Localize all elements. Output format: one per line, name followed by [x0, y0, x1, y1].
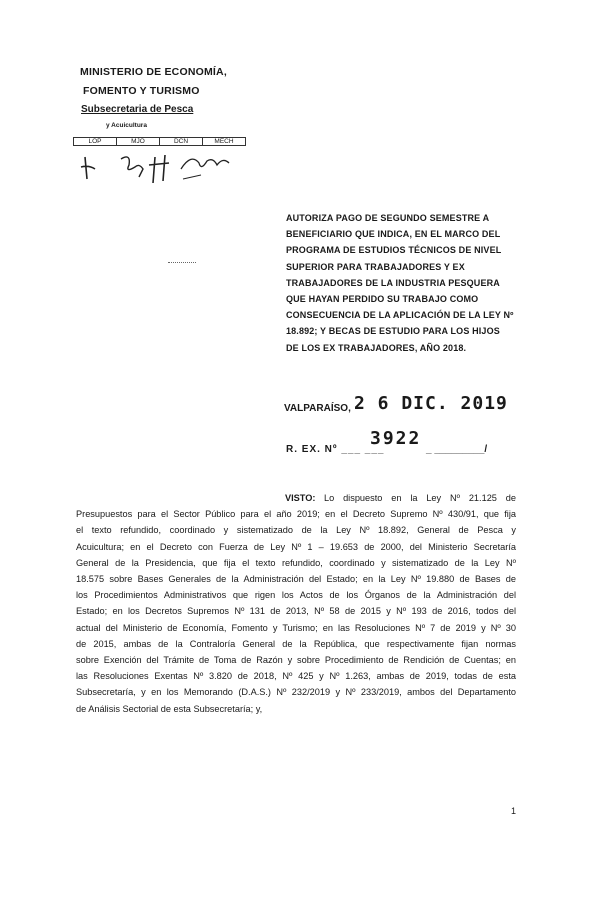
- ministry-name-line1: MINISTERIO DE ECONOMÍA,: [80, 66, 227, 78]
- body-line: General de la Presidencia, que fija el texto refundido, coordinado y sistematizado de la Ley Nº: [76, 557, 516, 568]
- resolution-number-underline: _ _________/: [426, 444, 488, 455]
- approval-column-mech: MECH: [203, 138, 246, 146]
- body-line: de 2015, ambas de la Contraloría General de la República, que respectivamente fijan normas: [76, 638, 516, 649]
- body-line: Acuicultura; en el Decreto con Fuerza de Ley Nº 1 – 19.653 de 2000, del Ministerio Secretaría: [76, 541, 516, 552]
- body-line: los Procedimientos Administrativos que rigen los Actos de los Órganos de la Administración del: [76, 590, 516, 601]
- body-line: sobre Exención del Trámite de Toma de Razón y sobre Procedimiento de Rendición de Cuentas; en: [76, 655, 516, 666]
- body-line: el texto refundido, coordinado y sistematizado de la Ley Nº 18.892, General de Pesca y: [76, 525, 516, 536]
- title-line: QUE HAYAN PERDIDO SU TRABAJO COMO: [286, 294, 479, 305]
- title-line: AUTORIZA PAGO DE SEGUNDO SEMESTRE A: [286, 213, 490, 223]
- subsecretaria-name: Subsecretaria de Pesca: [81, 104, 194, 115]
- subsecretaria-name-line2: y Acuicultura: [106, 122, 147, 129]
- resolution-number-label: R. EX. Nº ___ ___: [286, 444, 385, 455]
- page-number: 1: [511, 806, 517, 816]
- body-line: 18.575 sobre Bases Generales de la Administración del Estado; en la Ley Nº 19.880 de Bases de: [76, 574, 516, 585]
- body-line: Subsecretaría, y en los Memorando (D.A.S.) Nº 232/2019 y Nº 233/2019, ambos del Departamento: [76, 687, 516, 698]
- body-line: Presupuestos para el Sector Público para el año 2019; en el Decreto Supremo Nº 430/91, que fija: [76, 509, 516, 520]
- title-line: 18.892; Y BECAS DE ESTUDIO PARA LOS HIJOS: [286, 326, 500, 337]
- place-label: VALPARAÍSO,: [284, 403, 351, 414]
- title-line: PROGRAMA DE ESTUDIOS TÉCNICOS DE NIVEL: [286, 245, 502, 256]
- visto-paragraph: [76, 490, 516, 717]
- resolution-number-stamp: 3922: [370, 428, 422, 449]
- handwritten-initials-signature: [73, 145, 273, 191]
- title-line: BENEFICIARIO QUE INDICA, EN EL MARCO DEL: [286, 229, 501, 240]
- approval-initials-table: [73, 137, 246, 146]
- title-line: TRABAJADORES DE LA INDUSTRIA PESQUERA: [286, 277, 500, 288]
- visto-label: VISTO:: [285, 493, 316, 503]
- body-line: actual del Ministerio de Economía, Fomento y Turismo; en las Resoluciones Nº 7 de 2019 y Nº 30: [76, 622, 516, 633]
- approval-column-lop: LOP: [74, 138, 117, 146]
- approval-column-mjo: MJO: [117, 138, 160, 146]
- ministry-name-line2: FOMENTO Y TURISMO: [83, 85, 200, 97]
- body-line: de Análisis Sectorial de esta Subsecretaría; y,: [76, 703, 263, 714]
- body-line: las Resoluciones Exentas Nº 3.820 de 2018, Nº 425 y Nº 1.263, ambas de 2019, todas de esta: [76, 671, 516, 682]
- approval-column-dcn: DCN: [160, 138, 203, 146]
- title-line: DE LOS EX TRABAJADORES, AÑO 2018.: [286, 342, 467, 353]
- title-line: CONSECUENCIA DE LA APLICACIÓN DE LA LEY Nº: [286, 310, 514, 321]
- scan-mark: [168, 262, 196, 265]
- resolution-title: [286, 210, 526, 356]
- body-line: Lo dispuesto en la Ley Nº 21.125 de: [324, 493, 516, 503]
- date-stamp: 2 6 DIC. 2019: [354, 393, 508, 414]
- title-line: SUPERIOR PARA TRABAJADORES Y EX: [286, 261, 465, 272]
- body-line: Estado; en los Decretos Supremos Nº 131 de 2013, Nº 58 de 2015 y Nº 193 de 2016, todos del: [76, 606, 516, 617]
